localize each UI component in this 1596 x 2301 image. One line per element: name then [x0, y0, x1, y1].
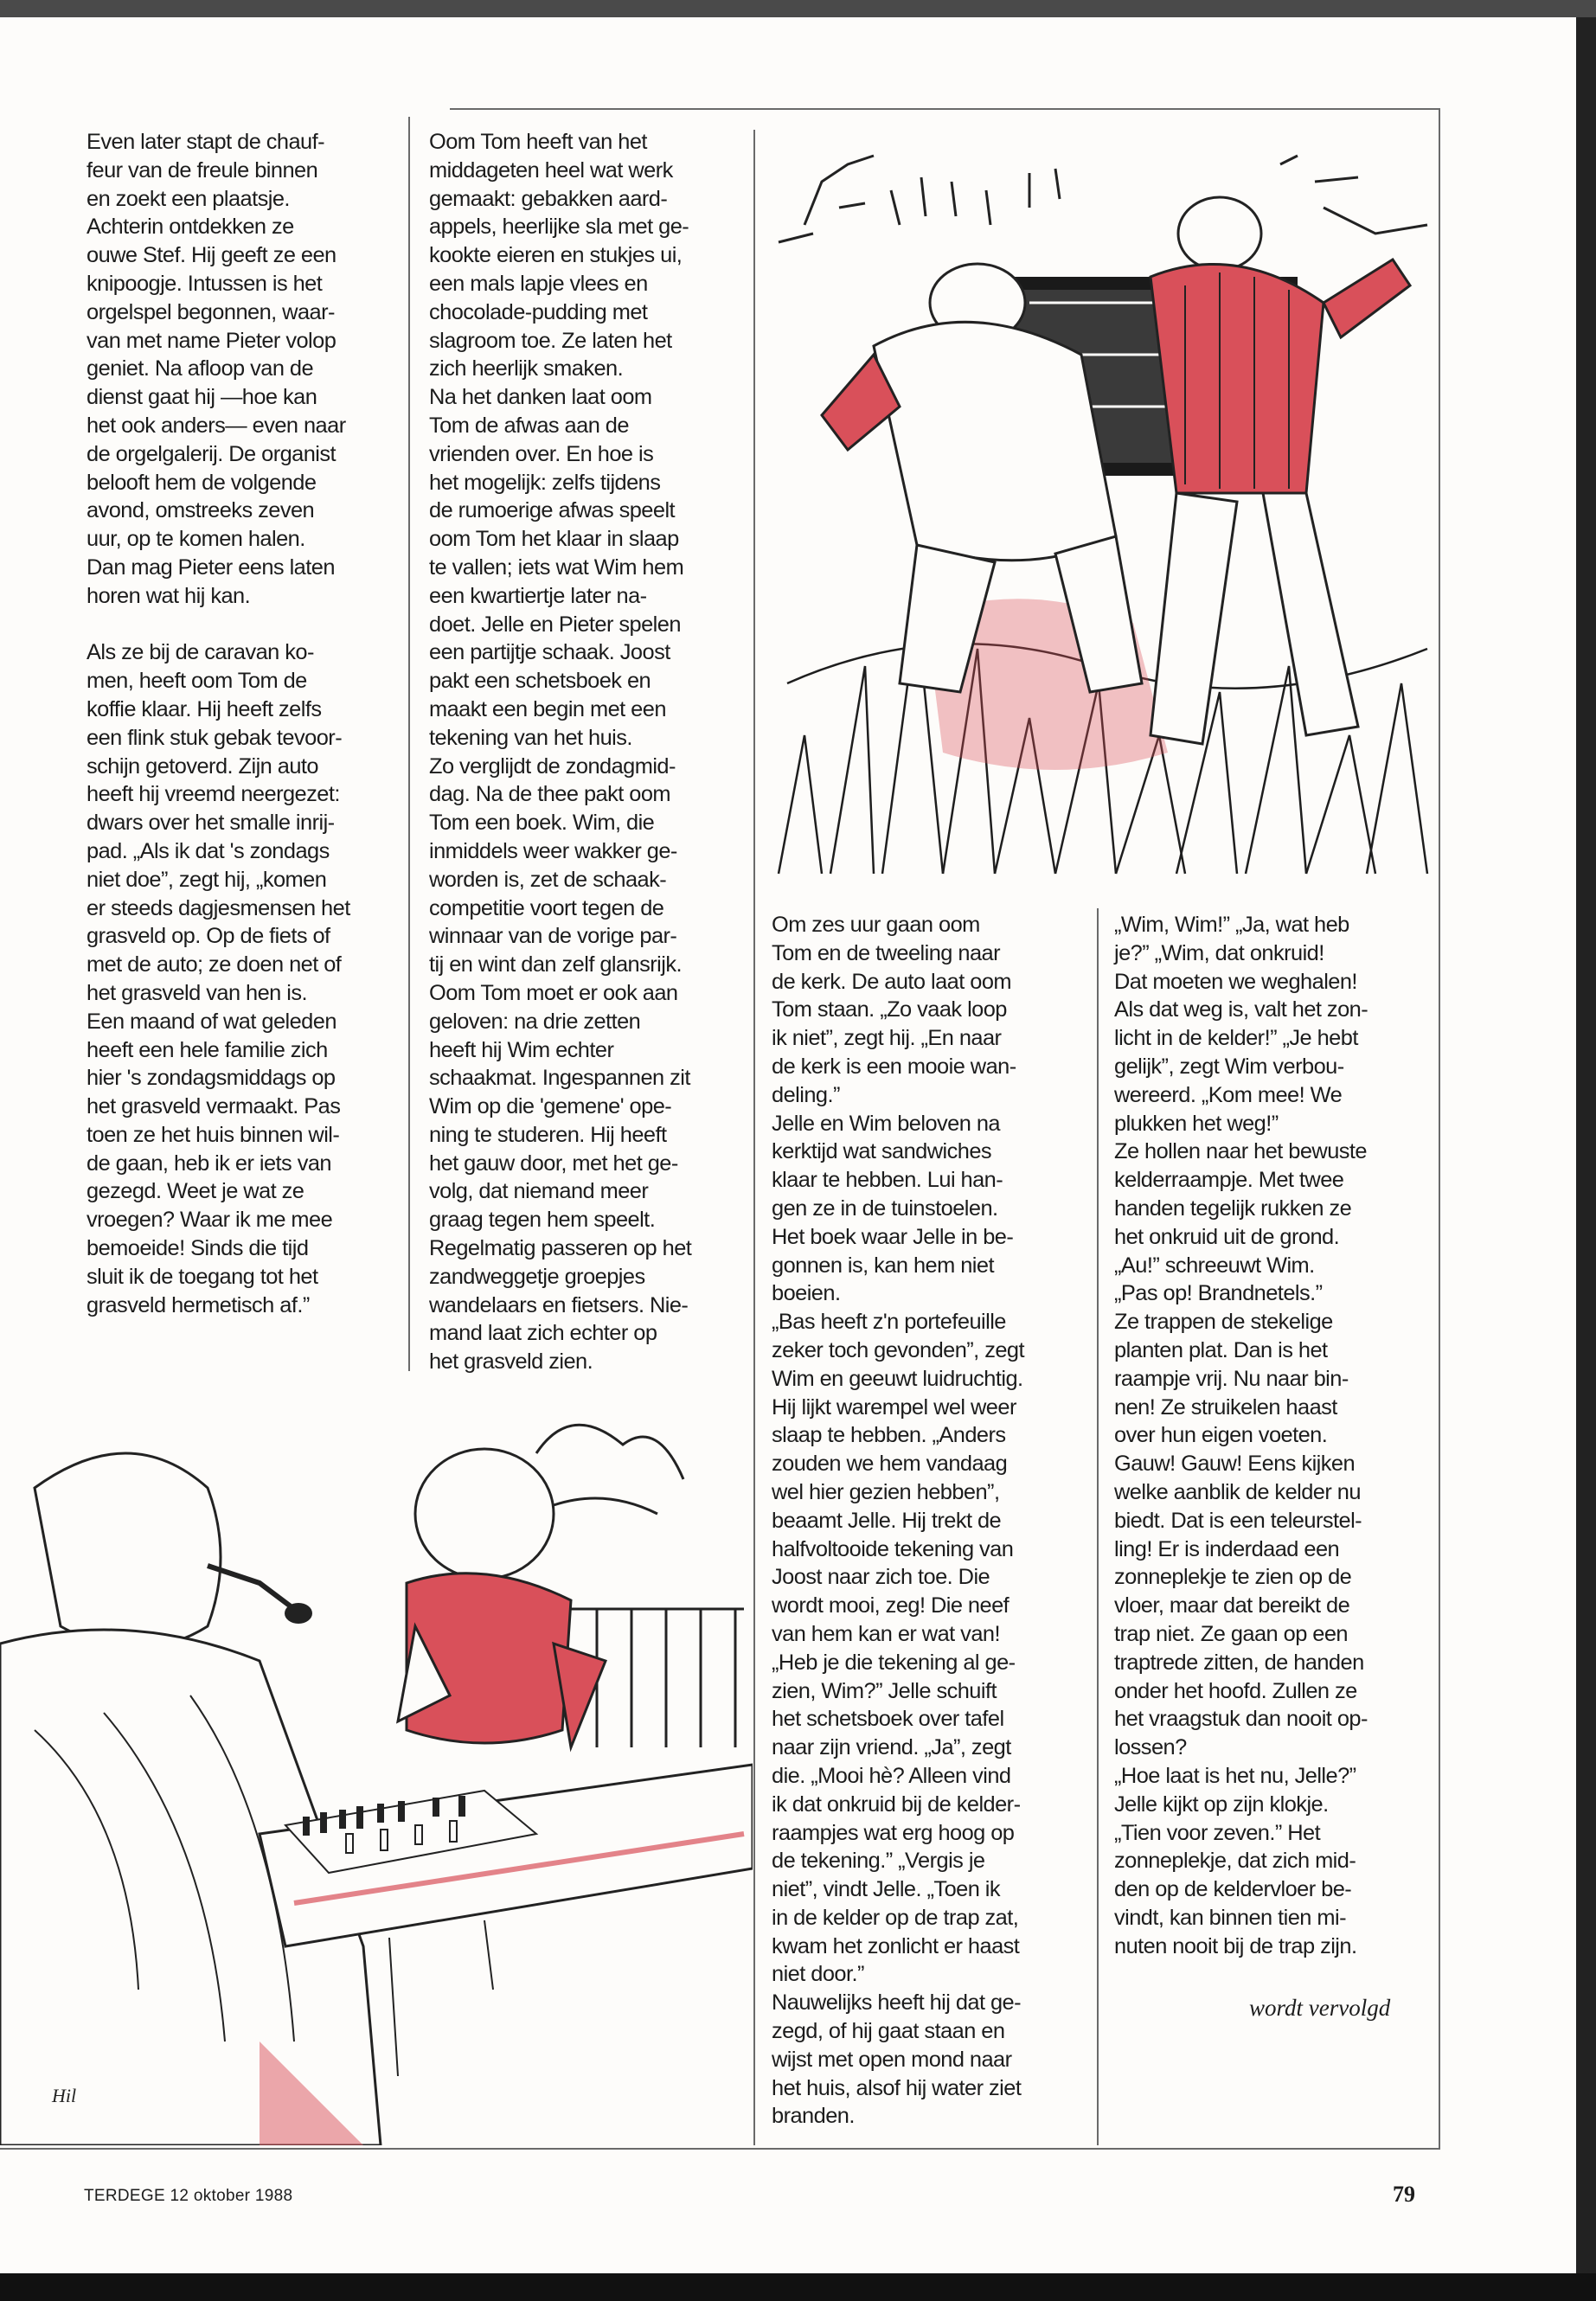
column-rule-1 [408, 117, 410, 1371]
column-rule-2 [753, 130, 755, 2145]
scan-top-edge [0, 0, 1596, 17]
bottom-border-rule [0, 2148, 1440, 2150]
to-be-continued: wordt vervolgd [1249, 1995, 1391, 2021]
illustration-chess-game [0, 1384, 753, 2145]
text-column-1: Even later stapt de chauf- feur van de freule binnen en zoekt een plaatsje. Achterin ontdekken ze ouwe Stef. Hij geeft ze een knipoogje. Intussen is het orgelspel begonnen, waar- van met name Pieter volop geniet. Na afloop van de dienst gaat hij —hoe kan het ook anders— even naar de orgelgalerij. De organist belooft hem de volgende avond, omstreeks zeven uur, op te komen halen. Dan mag Pieter eens laten horen wat hij kan. Als ze bij de caravan ko- men, heeft oom Tom de koffie klaar. Hij heeft zelfs een flink stuk gebak tevoor- schijn getoverd. Zijn auto heeft hij vreemd neergezet: dwars over het smalle inrij- pad. „Als ik dat 's zondags niet doe”, zegt hij, „komen er steeds dagjesmensen het grasveld op. Op de fiets of met de auto; ze doen net of het grasveld van hen is. Een maand of wat geleden heeft een hele familie zich hier 's zondagsmiddags op het grasveld vermaakt. Pas toen ze het huis binnen wil- de gaan, heb ik er iets van gezegd. Weet je wat ze vroegen? Waar ik me mee bemoeide! Sinds die tijd sluit ik de toegang tot het grasveld hermetisch af.” [87, 130, 350, 1317]
right-border-rule [1439, 108, 1440, 2150]
text-column-4: „Wim, Wim!” „Ja, wat heb je?” „Wim, dat onkruid! Dat moeten we weghalen! Als dat weg is, valt het zon- licht in de kelder!” „Je hebt gelijk”, zegt Wim verbou- wereerd. „Kom mee! We plukken het weg!” Ze hollen naar het bewuste kelderraampje. Met twee handen tegelijk rukken ze het onkruid uit de grond. „Au!” schreeuwt Wim. „Pas op! Brandnetels.” Ze trappen de stekelige planten plat. Dan is het raampje vrij. Nu naar bin- nen! Ze struikelen haast over hun eigen voeten. Gauw! Gauw! Eens kijken welke aanblik de kelder nu biedt. Dat is een teleurstel- ling! Er is inderdaad een zonneplekje te zien op de vloer, maar dat bereikt de trap niet. Ze gaan op een traptrede zitten, de handen onder het hoofd. Zullen ze het vraagstuk dan nooit op- lossen? „Hoe laat is het nu, Jelle?” Jelle kijkt op zijn klokje. „Tien voor zeven.” Het zonneplekje, dat zich mid- den op de keldervloer be- vindt, kan binnen tien mi- nuten nooit bij de trap zijn. [1114, 913, 1368, 1958]
text-column-2: Oom Tom heeft van het middageten heel wat werk gemaakt: gebakken aard- appels, heerlijke sla met ge- kookte eieren en stukjes ui, een mals lapje vlees en chocolade-pudding met slagroom toe. Ze laten het zich heerlijk smaken. Na het danken laat oom Tom de afwas aan de vrienden over. En hoe is het mogelijk: zelfs tijdens de rumoerige afwas speelt oom Tom het klaar in slaap te vallen; iets wat Wim hem een kwartiertje later na- doet. Jelle en Pieter spelen een partijtje schaak. Joost pakt een schetsboek en maakt een begin met een tekening van het huis. Zo verglijdt de zondagmid- dag. Na de thee pakt oom Tom een boek. Wim, die inmiddels weer wakker ge- worden is, zet de schaak- competitie voort tegen de winnaar van de vorige par- tij en wint dan zelf glansrijk. Oom Tom moet er ook aan geloven: na drie zetten heeft hij Wim echter schaakmat. Ingespannen zit Wim op die 'gemene' ope- ning te studeren. Hij heeft het gauw door, met het ge- volg, dat niemand meer graag tegen hem speelt. Regelmatig passeren op het zandweggetje groepjes wandelaars en fietsers. Nie- mand laat zich echter op het grasveld zien. [429, 130, 692, 1375]
text-column-3: Om zes uur gaan oom Tom en de tweeling naar de kerk. De auto laat oom Tom staan. „Zo vaak loop ik niet”, zegt hij. „En naar de kerk is een mooie wan- deling.” Jelle en Wim beloven na kerktijd wat sandwiches klaar te hebben. Lui han- gen ze in de tuinstoelen. Het boek waar Jelle in be- gonnen is, kan hem niet boeien. „Bas heeft z'n portefeuille zeker toch gevonden”, zegt Wim en geeuwt luidruchtig. Hij lijkt warempel wel weer slaap te hebben. „Anders zouden we hem vandaag wel hier gezien hebben”, beaamt Jelle. Hij trekt de halfvoltooide tekening van Joost naar zich toe. Die wordt mooi, zeg! Die neef van hem kan er wat van! „Heb je die tekening al ge- zien, Wim?” Jelle schuift het schetsboek over tafel naar zijn vriend. „Ja”, zegt die. „Mooi hè? Alleen vind ik dat onkruid bij de kelder- raampjes wat erg hoog op de tekening.” „Vergis je niet”, vindt Jelle. „Toen ik in de kelder op de trap zat, kwam het zonlicht er haast niet door.” Nauwelijks heeft hij dat ge- zegd, of hij gaat staan en wijst met open mond naar het huis, alsof hij water ziet branden. [772, 913, 1024, 2129]
column-rule-3 [1097, 908, 1099, 2145]
svg-text:Hil: Hil [52, 2085, 77, 2106]
illustration-cellar-window [770, 130, 1439, 891]
footer-publication: TERDEGE 12 oktober 1988 [84, 2187, 293, 2205]
page-number: 79 [1393, 2182, 1415, 2207]
top-border-rule [450, 108, 1440, 110]
scan-right-edge [1576, 17, 1596, 2273]
scan-bottom-edge [0, 2273, 1596, 2301]
